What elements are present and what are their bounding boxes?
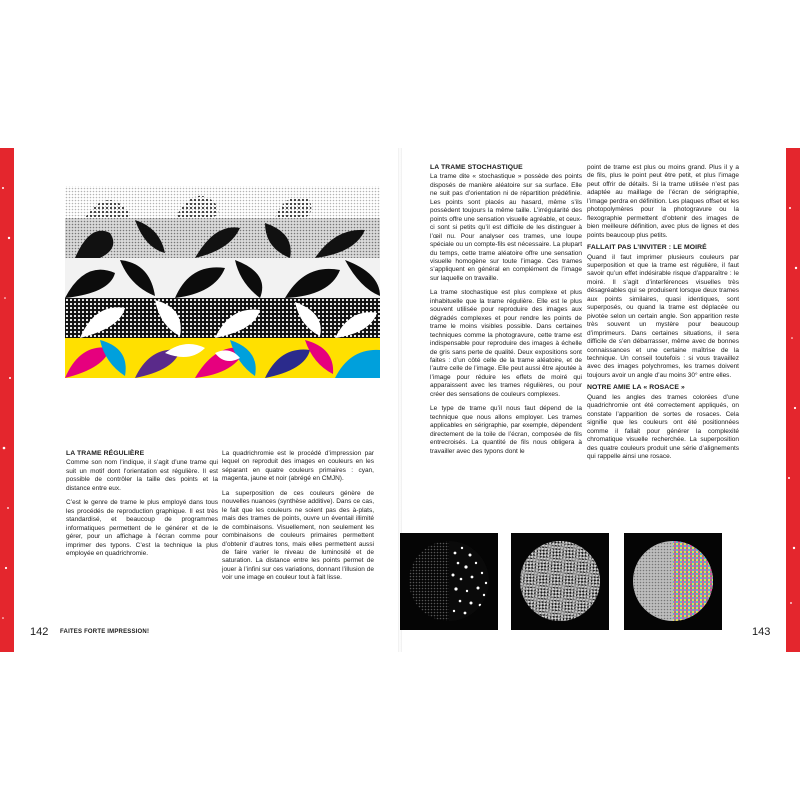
edge-speckle-left: [0, 148, 14, 652]
paragraph: La trame stochastique est plus complexe et plus inhabituelle que la trame régulière. Elle est le plus souvent utilisée pour reproduire des images aux dégradés complexes et pour rendre les points de trame le moins visibles possible. Dans certaines techniques comme la photogravure, cette trame est indispensable pour reproduire des images à échelle de gris sans perte de qualité. Deux expositions sont faites : d’un côté celle de la trame aléatoire, et de l’autre celle de l’image. Elle peut aussi être ajoutée à l’image pour réduire les effets de moiré qui apparaissent avec les trames régulières, ou pour créer des sensations de couleurs complexes.: [430, 289, 582, 398]
paragraph: Le type de trame qu’il nous faut dépend de la technique que nous allons employer. Les trames applicables en sérigraphie, par exemple, dépendent directement de la toile de l’écran, composée de fils entrecroisés. La quantité de fils nous obligera à travailler avec des typons dont le: [430, 405, 582, 455]
halftone-leaf-pattern-image: [65, 178, 380, 378]
right-column-2: [587, 164, 739, 467]
paragraph: Quand il faut imprimer plusieurs couleurs par superposition et que la trame est régulière, il faut savoir qu’un effet indésirable risque d’apparaître : le moiré. Il s’agit d’interférences visuelles très désagréables qui se produisent lorsque deux trames aux points similaires, quasi identiques, sont superposés, ou quand la trame est déplacée ou pivotée selon un certain angle. Son apparition reste très souvent un mystère pour beaucoup d’imprimeurs. Dans certaines situations, il sera difficile de s’en débarrasser, même avec de bonnes connaissances et une certaine maîtrise de la technique. Un conseil toutefois : si vous travaillez avec des images polychromes, les trames doivent toujours avoir un angle d’au moins 30° entre elles.: [587, 253, 739, 379]
right-page-edge: [786, 148, 800, 652]
book-spread: [0, 148, 800, 652]
halftone-artwork: [65, 178, 380, 378]
heading-moire: FALLAIT PAS L’INVITER : LE MOIRÉ: [587, 244, 707, 252]
paragraph: C’est le genre de trame le plus employé dans tous les procédés de reproduction graphique. Il est très standardisé, et beaucoup de programmes informatiques permettent de le générer et de le gérer, pour un affichage à l’écran comme pour imprimer des typons. C’est la technique la plus employée en quadrichromie.: [66, 499, 218, 557]
page-number-right: 143: [752, 626, 771, 638]
screen-comparison-image-stochastic: [400, 533, 498, 630]
heading-rosace: NOTRE AMIE LA « ROSACE »: [587, 384, 685, 392]
left-column-2: [222, 450, 374, 589]
screen-comparison-image-rosace: [624, 533, 722, 630]
edge-speckle-right: [786, 148, 800, 652]
paragraph: La quadrichromie est le procédé d’impression par lequel on reproduit des images en couleurs en les séparant en quatre couleurs primaires : cyan, magenta, jaune et noir (abrégé en CMJN).: [222, 450, 374, 483]
paragraph: Comme son nom l’indique, il s’agit d’une trame qui suit un motif dont l’orientation est régulière. Il est possible de contrôler la taille des points et la distance entre eux.: [66, 459, 218, 492]
screen-comparison-image-moire: [511, 533, 609, 630]
running-head: FAITES FORTE IMPRESSION!: [60, 629, 150, 635]
left-column-1: [66, 450, 218, 564]
paragraph: La superposition de ces couleurs génère de nouvelles nuances (synthèse additive). Dans ce cas, le fait que les couleurs ne soient pas des à-plats, mais des trames de points, ouvre un éventail illimité de combinaisons. Visuellement, non seulement les combinaisons de couleurs primaires permettent d’obtenir d’autres tons, mais elles permettent aussi de faire varier le niveau de luminosité et de saturation. La distance entre les points permet de jouer à l’infini sur ces variations, donnant l’illusion de voir une image en couleur tout à fait lisse.: [222, 489, 374, 582]
left-page-edge: [0, 148, 14, 652]
heading-trame-reguliere: LA TRAME RÉGULIÈRE: [66, 450, 145, 457]
paragraph: point de trame est plus ou moins grand. Plus il y a de fils, plus le point peut être petit, et plus l’image peut offrir de détails. Si la trame utilisée n’est pas adaptée au maillage de l’écran de sérigraphie, l’image perdra en définition. Les plaques offset et les photopolymères pour la photogravure ou la flexographie permettent d’obtenir des images de bien meilleure définition, avec plus de lignes et des points beaucoup plus petits.: [587, 164, 739, 239]
paragraph: La trame dite « stochastique » possède des points disposés de manière aléatoire sur sa surface. Elle ne suit pas d’orientation ni de répartition prédéfinie. Les points sont placés au hasard, même s’ils possèdent toujours la même taille. L’irrégularité des points offre une sensation visuelle agréable, et ceux-ci sont si petits qu’il est difficile de les distinguer à l’œil nu. Pour analyser ces trames, une loupe spéciale ou un compte-fils est nécessaire. La plupart du temps, cette trame aléatoire offre une sensation visuelle homogène sur toute l’image. Ces trames s’appliquent en général en complément de l’image sur laquelle on travaille.: [430, 173, 582, 282]
page-number-left: 142: [30, 626, 49, 638]
paragraph: Quand les angles des trames colorées d’une quadrichromie ont été correctement appliqués, on constate l’apparition de sortes de rosaces. Cela signifie que les couleurs ont été positionnées comme il fallait pour générer la complexité chromatique visuelle recherchée. La superposition des quatre couleurs produit une série d’alignements qui rappelle ainsi une rosace.: [587, 393, 739, 460]
heading-trame-stochastique: LA TRAME STOCHASTIQUE: [430, 164, 523, 171]
right-column-1: [430, 164, 582, 462]
